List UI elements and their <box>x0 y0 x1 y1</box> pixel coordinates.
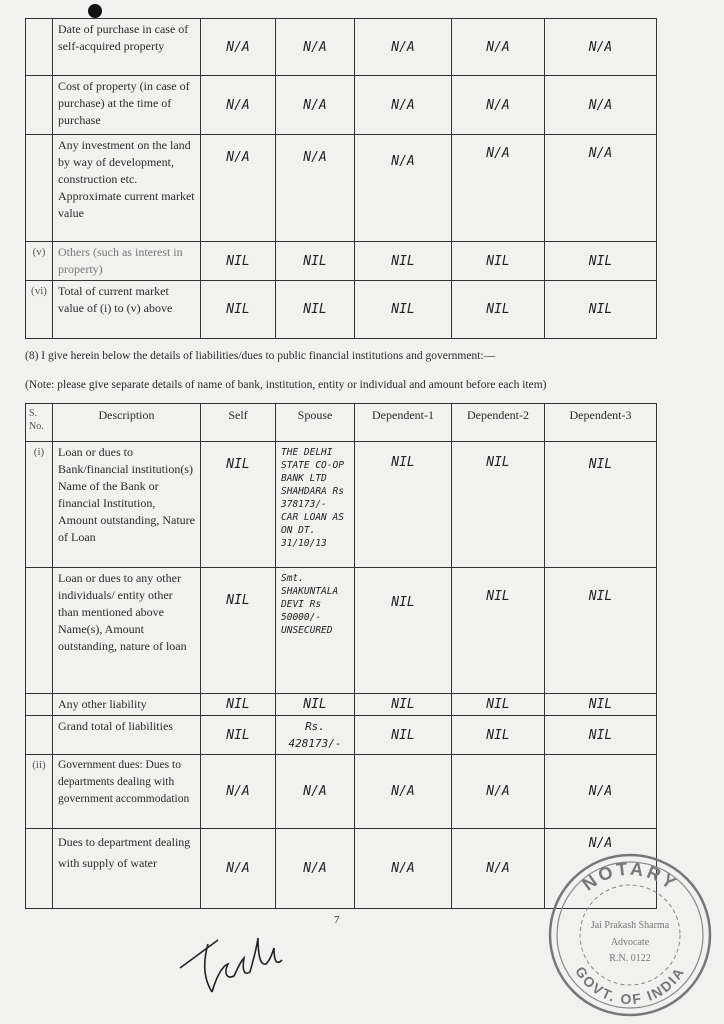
table-row <box>26 76 657 135</box>
value-dependent-1: NIL <box>355 242 452 281</box>
value-spouse: NIL <box>276 281 355 339</box>
row-description: Total of current market value of (i) to (v) above <box>53 281 201 339</box>
row-sn <box>26 135 53 242</box>
value-dependent-2: N/A <box>452 76 545 135</box>
value-dependent-3: N/A <box>545 755 657 829</box>
row-description: Any investment on the land by way of development, construction etc. Approximate current market value <box>53 135 201 242</box>
section-8-statement: (8) I give herein below the details of liabilities/dues to public financial institutions and government:— <box>25 350 496 362</box>
value-dependent-3: NIL <box>545 442 657 568</box>
table-row <box>26 755 657 829</box>
stamp-reg: R.N. 0122 <box>609 953 651 964</box>
value-dependent-1: NIL <box>355 716 452 755</box>
value-dependent-3: NIL <box>545 694 657 716</box>
row-description: Cost of property (in case of purchase) at the time of purchase <box>53 76 201 135</box>
row-description: Dues to department dealing with supply of water <box>53 829 201 909</box>
row-sn: (v) <box>26 242 53 281</box>
value-dependent-3: N/A <box>545 19 657 76</box>
table-row <box>26 135 657 242</box>
value-spouse: N/A <box>276 76 355 135</box>
table-header-row <box>26 404 657 442</box>
value-dependent-1: N/A <box>355 19 452 76</box>
value-dependent-1: N/A <box>355 76 452 135</box>
value-spouse: NIL <box>276 694 355 716</box>
value-dependent-2: N/A <box>452 755 545 829</box>
row-sn <box>26 568 53 694</box>
row-sn <box>26 694 53 716</box>
stamp-name: Jai Prakash Sharma <box>590 920 670 931</box>
value-spouse: Smt. SHAKUNTALA DEVI Rs 50000/- UNSECURED <box>276 568 355 694</box>
header-description: Description <box>53 404 201 442</box>
value-dependent-3: NIL <box>545 716 657 755</box>
value-self: NIL <box>201 694 276 716</box>
signature <box>178 918 288 998</box>
value-dependent-3: NIL <box>545 281 657 339</box>
value-self: N/A <box>201 829 276 909</box>
value-dependent-1: N/A <box>355 829 452 909</box>
row-description: Any other liability <box>53 694 201 716</box>
value-spouse: THE DELHI STATE CO-OP BANK LTD SHAHDARA Rs 378173/- CAR LOAN AS ON DT. 31/10/13 <box>276 442 355 568</box>
row-sn: (i) <box>26 442 53 568</box>
value-dependent-2: NIL <box>452 568 545 694</box>
value-dependent-3: N/A <box>545 135 657 242</box>
value-dependent-2: N/A <box>452 829 545 909</box>
value-dependent-1: NIL <box>355 568 452 694</box>
section-8-note: (Note: please give separate details of name of bank, institution, entity or individual and amount before each item) <box>25 379 547 391</box>
value-self: NIL <box>201 568 276 694</box>
row-description: Grand total of liabilities <box>53 716 201 755</box>
row-sn <box>26 19 53 76</box>
stamp-bottom-text: GOVT. OF INDIA <box>572 963 688 1008</box>
value-dependent-3: NIL <box>545 242 657 281</box>
immovable-property-table <box>25 18 657 339</box>
value-dependent-2: NIL <box>452 242 545 281</box>
value-self: N/A <box>201 755 276 829</box>
row-description: Others (such as interest in property) <box>53 242 201 281</box>
value-dependent-2: N/A <box>452 19 545 76</box>
value-dependent-2: N/A <box>452 135 545 242</box>
value-dependent-1: N/A <box>355 755 452 829</box>
value-dependent-1: NIL <box>355 694 452 716</box>
table-row <box>26 568 657 694</box>
value-dependent-1: N/A <box>355 135 452 242</box>
row-description: Loan or dues to Bank/financial institution(s) Name of the Bank or financial Institution, Amount outstanding, Nature of Loan <box>53 442 201 568</box>
row-description: Government dues: Dues to departments dealing with government accommodation <box>53 755 201 829</box>
value-self: NIL <box>201 442 276 568</box>
value-dependent-3: NIL <box>545 568 657 694</box>
header-sno: S. No. <box>26 404 53 442</box>
value-dependent-2: NIL <box>452 442 545 568</box>
value-self: NIL <box>201 242 276 281</box>
stamp-role: Advocate <box>610 937 650 948</box>
ink-blot <box>88 4 102 18</box>
table-row <box>26 442 657 568</box>
table-row <box>26 694 657 716</box>
value-spouse: N/A <box>276 19 355 76</box>
value-self: NIL <box>201 281 276 339</box>
row-description: Loan or dues to any other individuals/ entity other than mentioned above Name(s), Amount outstanding, nature of loan <box>53 568 201 694</box>
row-description: Date of purchase in case of self-acquired property <box>53 19 201 76</box>
header-dependent-3: Dependent-3 <box>545 404 657 442</box>
header-self: Self <box>201 404 276 442</box>
table-row <box>26 242 657 281</box>
value-dependent-3: N/A <box>545 829 657 909</box>
value-spouse: NIL <box>276 242 355 281</box>
row-sn <box>26 716 53 755</box>
header-spouse: Spouse <box>276 404 355 442</box>
row-sn: (vi) <box>26 281 53 339</box>
value-dependent-2: NIL <box>452 716 545 755</box>
notary-stamp <box>540 850 720 1020</box>
value-spouse: N/A <box>276 755 355 829</box>
value-self: NIL <box>201 716 276 755</box>
value-self: N/A <box>201 135 276 242</box>
value-spouse: Rs. 428173/- <box>276 716 355 755</box>
value-self: N/A <box>201 76 276 135</box>
row-sn <box>26 829 53 909</box>
page-number: 7 <box>334 914 340 926</box>
row-sn: (ii) <box>26 755 53 829</box>
stamp-top-text: NOTARY <box>578 858 682 895</box>
value-dependent-2: NIL <box>452 694 545 716</box>
value-spouse: N/A <box>276 829 355 909</box>
header-dependent-1: Dependent-1 <box>355 404 452 442</box>
value-dependent-1: NIL <box>355 281 452 339</box>
value-dependent-3: N/A <box>545 76 657 135</box>
header-dependent-2: Dependent-2 <box>452 404 545 442</box>
row-sn <box>26 76 53 135</box>
table-row <box>26 19 657 76</box>
table-row <box>26 281 657 339</box>
liabilities-table <box>25 403 657 909</box>
value-dependent-1: NIL <box>355 442 452 568</box>
value-self: N/A <box>201 19 276 76</box>
table-row <box>26 716 657 755</box>
value-dependent-2: NIL <box>452 281 545 339</box>
value-spouse: N/A <box>276 135 355 242</box>
